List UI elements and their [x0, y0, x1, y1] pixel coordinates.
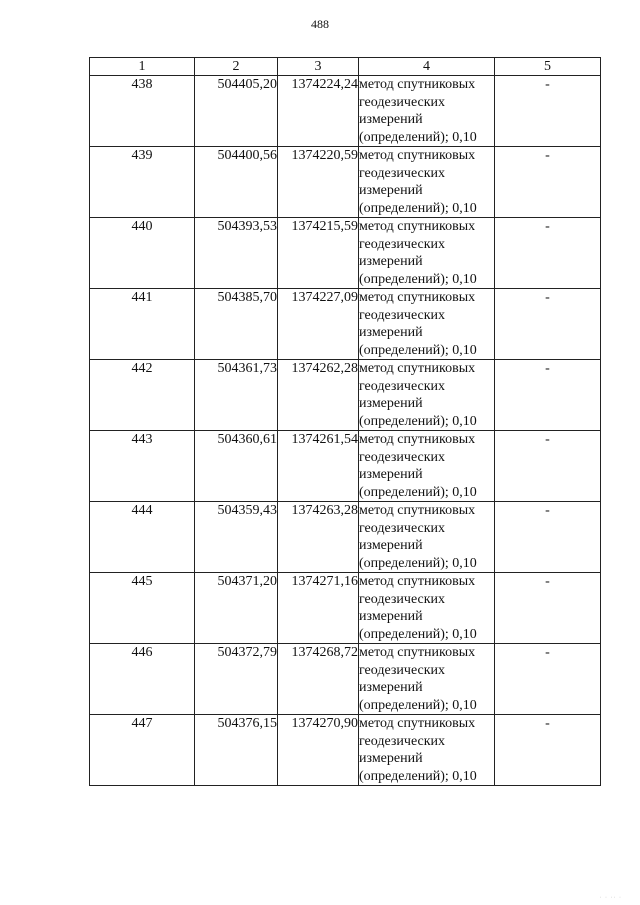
method-description: [359, 502, 495, 573]
method-line: измерений: [359, 254, 423, 269]
table-row: [90, 289, 601, 360]
coordinate-x: 504372,79: [195, 644, 278, 715]
scan-artifact-mark: · · ·· ·: [599, 895, 622, 901]
coordinates-table: [89, 57, 601, 786]
method-line: геодезических: [359, 307, 446, 323]
method-description: [359, 360, 495, 431]
table-row: [90, 76, 601, 147]
coordinate-x: 504393,53: [195, 218, 278, 289]
method-line: (определений); 0,10: [359, 484, 477, 500]
method-line: метод спутниковых: [359, 574, 476, 589]
coordinate-y: 1374263,28: [278, 502, 359, 573]
method-line: метод спутниковых: [359, 219, 476, 234]
method-line: (определений); 0,10: [359, 626, 477, 642]
method-line: измерений: [359, 609, 423, 624]
coordinate-x: 504405,20: [195, 76, 278, 147]
method-description: [359, 431, 495, 502]
point-number: 447: [90, 715, 195, 786]
note-cell: -: [495, 502, 601, 573]
method-description: [359, 573, 495, 644]
coordinate-y: 1374271,16: [278, 573, 359, 644]
table-row: [90, 502, 601, 573]
method-description: [359, 715, 495, 786]
method-line: метод спутниковых: [359, 77, 476, 92]
method-line: измерений: [359, 467, 423, 482]
method-line: измерений: [359, 680, 423, 695]
method-line: измерений: [359, 325, 423, 340]
method-line: измерений: [359, 183, 423, 198]
method-line: геодезических: [359, 662, 446, 678]
method-line: метод спутниковых: [359, 645, 476, 660]
point-number: 438: [90, 76, 195, 147]
coordinate-y: 1374261,54: [278, 431, 359, 502]
coordinate-x: 504360,61: [195, 431, 278, 502]
method-line: (определений); 0,10: [359, 413, 477, 429]
note-cell: -: [495, 360, 601, 431]
method-line: (определений); 0,10: [359, 271, 477, 287]
coordinate-y: 1374268,72: [278, 644, 359, 715]
method-line: (определений); 0,10: [359, 129, 477, 145]
method-line: геодезических: [359, 520, 446, 536]
coordinate-y: 1374270,90: [278, 715, 359, 786]
coordinate-x: 504400,56: [195, 147, 278, 218]
column-header: 5: [495, 58, 601, 76]
point-number: 442: [90, 360, 195, 431]
coordinate-x: 504371,20: [195, 573, 278, 644]
column-header: 3: [278, 58, 359, 76]
method-line: (определений); 0,10: [359, 555, 477, 571]
note-cell: -: [495, 147, 601, 218]
point-number: 439: [90, 147, 195, 218]
method-description: [359, 218, 495, 289]
coordinate-x: 504361,73: [195, 360, 278, 431]
point-number: 443: [90, 431, 195, 502]
method-line: измерений: [359, 751, 423, 766]
method-description: [359, 147, 495, 218]
method-line: измерений: [359, 112, 423, 127]
method-line: геодезических: [359, 591, 446, 607]
note-cell: -: [495, 76, 601, 147]
table-row: [90, 360, 601, 431]
method-line: геодезических: [359, 165, 446, 181]
column-header: 1: [90, 58, 195, 76]
table-row: [90, 644, 601, 715]
method-line: метод спутниковых: [359, 290, 476, 305]
table-row: [90, 715, 601, 786]
coordinate-x: 504385,70: [195, 289, 278, 360]
column-header: 2: [195, 58, 278, 76]
method-line: метод спутниковых: [359, 503, 476, 518]
coordinate-y: 1374224,24: [278, 76, 359, 147]
method-description: [359, 644, 495, 715]
note-cell: -: [495, 431, 601, 502]
method-line: метод спутниковых: [359, 716, 476, 731]
method-description: [359, 76, 495, 147]
table-row: [90, 147, 601, 218]
point-number: 441: [90, 289, 195, 360]
method-line: (определений); 0,10: [359, 697, 477, 713]
method-line: метод спутниковых: [359, 432, 476, 447]
note-cell: -: [495, 218, 601, 289]
point-number: 444: [90, 502, 195, 573]
point-number: 446: [90, 644, 195, 715]
method-line: геодезических: [359, 449, 446, 465]
coordinate-y: 1374215,59: [278, 218, 359, 289]
method-line: измерений: [359, 538, 423, 553]
method-line: метод спутниковых: [359, 148, 476, 163]
column-header: 4: [359, 58, 495, 76]
point-number: 440: [90, 218, 195, 289]
page-number: 488: [311, 17, 329, 31]
coordinate-y: 1374262,28: [278, 360, 359, 431]
coordinate-y: 1374227,09: [278, 289, 359, 360]
method-line: геодезических: [359, 378, 446, 394]
method-line: геодезических: [359, 94, 446, 110]
coordinate-x: 504376,15: [195, 715, 278, 786]
note-cell: -: [495, 289, 601, 360]
method-line: геодезических: [359, 733, 446, 749]
method-line: (определений); 0,10: [359, 342, 477, 358]
coordinate-y: 1374220,59: [278, 147, 359, 218]
method-line: (определений); 0,10: [359, 768, 477, 784]
table-row: [90, 573, 601, 644]
note-cell: -: [495, 644, 601, 715]
method-description: [359, 289, 495, 360]
table-header-row: [90, 58, 601, 76]
method-line: геодезических: [359, 236, 446, 252]
method-line: измерений: [359, 396, 423, 411]
method-line: (определений); 0,10: [359, 200, 477, 216]
point-number: 445: [90, 573, 195, 644]
table-row: [90, 431, 601, 502]
note-cell: -: [495, 573, 601, 644]
coordinate-x: 504359,43: [195, 502, 278, 573]
note-cell: -: [495, 715, 601, 786]
table-row: [90, 218, 601, 289]
method-line: метод спутниковых: [359, 361, 476, 376]
